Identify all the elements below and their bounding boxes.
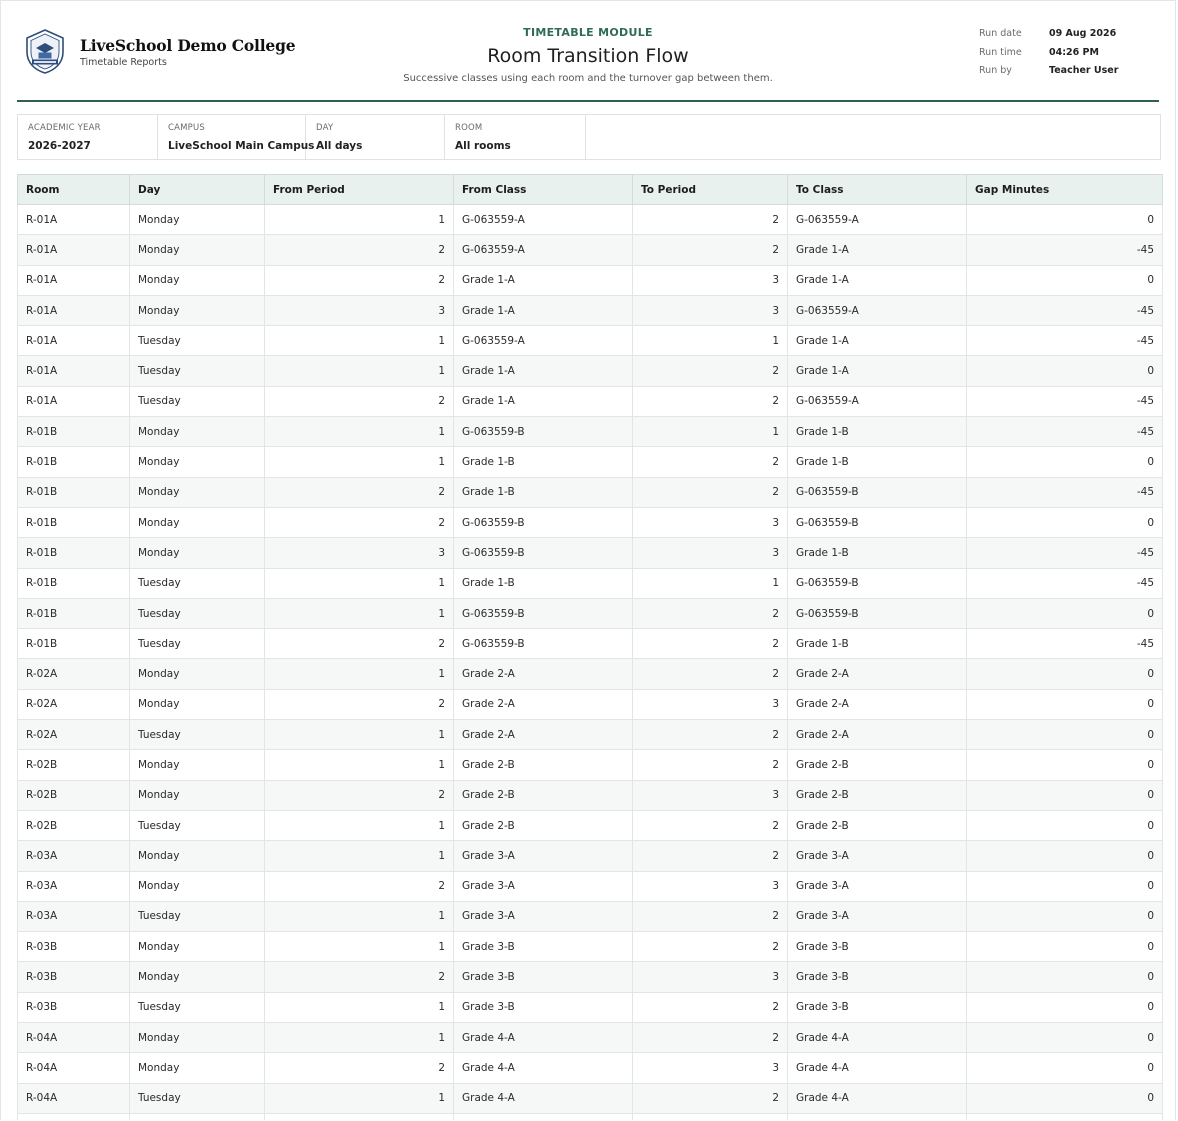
cell-to-period: 3 [633,871,788,901]
cell-to-class: Grade 3-B [788,992,967,1022]
table-row [18,901,1163,931]
cell-room: R-02A [18,689,130,719]
cell-to-class: G-063559-A [788,295,967,325]
cell-day: Monday [130,447,265,477]
cell-from-class: Grade 2-A [454,689,633,719]
cell-from-class: G-063559-A [454,235,633,265]
cell-to-period: 2 [633,205,788,235]
cell-from-period: 1 [265,841,454,871]
cell-day: Monday [130,507,265,537]
cell-from-class: Grade 1-A [454,356,633,386]
column-header-gap-minutes[interactable]: Gap Minutes [967,175,1163,205]
cell-to-period: 2 [633,629,788,659]
cell-to-period: 2 [633,447,788,477]
table-row [18,780,1163,810]
cell-to-period: 3 [633,538,788,568]
table-row [18,417,1163,447]
cell-to-class: Grade 1-A [788,235,967,265]
page-title: Room Transition Flow [487,45,689,67]
table-row [18,447,1163,477]
cell-from-period: 2 [265,871,454,901]
cell-gap-minutes: -45 [967,295,1163,325]
cell-to-class: G-063559-B [788,507,967,537]
cell-to-class: G-063559-B [788,568,967,598]
cell-from-period: 1 [265,598,454,628]
cell-day: Tuesday [130,720,265,750]
cell-day: Tuesday [130,568,265,598]
cell-to-period: 2 [633,720,788,750]
cell-to-period: 2 [633,841,788,871]
cell-to-period: 2 [633,901,788,931]
org-name: LiveSchool Demo College [80,36,296,55]
cell-to-class: Grade 2-A [788,659,967,689]
cell-from-class: Grade 3-A [454,871,633,901]
cell-room [18,1113,130,1120]
cell-gap-minutes: -45 [967,235,1163,265]
cell-room: R-02A [18,659,130,689]
cell-to-class: Grade 1-B [788,417,967,447]
cell-room: R-01A [18,386,130,416]
column-header-to-class[interactable]: To Class [788,175,967,205]
cell-gap-minutes: 0 [967,992,1163,1022]
cell-gap-minutes [967,1113,1163,1120]
cell-day: Monday [130,780,265,810]
table-row [18,235,1163,265]
cell-from-period: 1 [265,932,454,962]
cell-room: R-01A [18,235,130,265]
cell-to-period: 3 [633,689,788,719]
cell-day: Tuesday [130,598,265,628]
cell-to-period: 2 [633,386,788,416]
cell-room: R-03B [18,932,130,962]
table-row [18,568,1163,598]
cell-from-period: 3 [265,295,454,325]
table-row [18,356,1163,386]
cell-gap-minutes: -45 [967,477,1163,507]
cell-gap-minutes: 0 [967,1053,1163,1083]
cell-room: R-02B [18,810,130,840]
column-header-room[interactable]: Room [18,175,130,205]
cell-day: Monday [130,871,265,901]
cell-to-class: Grade 1-B [788,538,967,568]
cell-gap-minutes: 0 [967,901,1163,931]
table-row [18,538,1163,568]
table-row [18,629,1163,659]
cell-room: R-02B [18,780,130,810]
cell-to-class: G-063559-A [788,386,967,416]
cell-day: Monday [130,1053,265,1083]
filter-campus [158,115,315,159]
cell-room: R-04A [18,1023,130,1053]
cell-to-period: 3 [633,780,788,810]
cell-to-class: Grade 4-A [788,1053,967,1083]
cell-from-class: Grade 1-A [454,386,633,416]
page-description: Successive classes using each room and the turnover gap between them. [403,73,773,84]
cell-from-class: G-063559-B [454,507,633,537]
cell-room: R-04A [18,1083,130,1113]
filter-label: ACADEMIC YEAR [28,123,101,133]
run-date-value: 09 Aug 2026 [1049,28,1117,39]
table-row [18,265,1163,295]
cell-to-class: G-063559-B [788,598,967,628]
table-row [18,1023,1163,1053]
cell-day: Monday [130,750,265,780]
table-row [18,962,1163,992]
table-row [18,750,1163,780]
cell-to-class: Grade 1-A [788,326,967,356]
cell-from-period: 1 [265,326,454,356]
cell-to-class: Grade 3-A [788,871,967,901]
cell-day: Tuesday [130,326,265,356]
cell-to-period: 2 [633,1083,788,1113]
filter-label: ROOM [455,123,483,133]
cell-from-class: Grade 3-A [454,901,633,931]
table-row [18,932,1163,962]
cell-day: Tuesday [130,992,265,1022]
cell-to-class: Grade 4-A [788,1083,967,1113]
cell-day: Tuesday [130,386,265,416]
cell-day: Monday [130,205,265,235]
filter-value: LiveSchool Main Campus [168,140,315,152]
cell-to-period: 3 [633,507,788,537]
table-row [18,1053,1163,1083]
cell-from-period: 1 [265,417,454,447]
cell-from-period: 2 [265,780,454,810]
table-row [18,386,1163,416]
cell-to-class: Grade 4-A [788,1023,967,1053]
cell-to-class: Grade 3-B [788,962,967,992]
cell-from-class: Grade 1-B [454,477,633,507]
cell-from-period: 1 [265,720,454,750]
cell-to-class [788,1113,967,1120]
filter-room [445,115,586,159]
cell-room: R-01B [18,417,130,447]
cell-to-period [633,1113,788,1120]
cell-room: R-01B [18,477,130,507]
cell-day: Tuesday [130,356,265,386]
cell-room: R-01B [18,598,130,628]
cell-day [130,1113,265,1120]
cell-day: Monday [130,295,265,325]
cell-gap-minutes: -45 [967,386,1163,416]
table-row [18,871,1163,901]
column-header-to-period[interactable]: To Period [633,175,788,205]
table-row [18,1083,1163,1113]
cell-to-class: Grade 3-A [788,901,967,931]
cell-to-period: 2 [633,659,788,689]
table-row [18,326,1163,356]
cell-from-period: 2 [265,235,454,265]
cell-gap-minutes: 0 [967,1023,1163,1053]
table-row [18,689,1163,719]
table-row [18,477,1163,507]
cell-to-period: 2 [633,356,788,386]
cell-to-period: 2 [633,1023,788,1053]
cell-room: R-01B [18,507,130,537]
cell-to-class: Grade 2-B [788,810,967,840]
cell-day: Monday [130,1023,265,1053]
cell-to-class: Grade 1-A [788,356,967,386]
cell-day: Monday [130,477,265,507]
cell-room: R-03A [18,841,130,871]
cell-from-period: 1 [265,1083,454,1113]
cell-gap-minutes: 0 [967,841,1163,871]
cell-from-period: 1 [265,810,454,840]
cell-from-class: Grade 4-A [454,1083,633,1113]
cell-room: R-04A [18,1053,130,1083]
cell-to-period: 3 [633,295,788,325]
cell-to-period: 2 [633,810,788,840]
cell-room: R-01A [18,356,130,386]
cell-day: Monday [130,841,265,871]
cell-gap-minutes: 0 [967,750,1163,780]
cell-from-class: Grade 3-B [454,932,633,962]
cell-to-class: Grade 2-A [788,720,967,750]
cell-to-period: 1 [633,568,788,598]
cell-to-period: 2 [633,235,788,265]
cell-room: R-01A [18,205,130,235]
cell-to-class: Grade 3-A [788,841,967,871]
cell-from-period [265,1113,454,1120]
cell-room: R-03B [18,992,130,1022]
cell-gap-minutes: -45 [967,417,1163,447]
table-row [18,992,1163,1022]
cell-from-class: Grade 2-B [454,780,633,810]
cell-gap-minutes: 0 [967,205,1163,235]
filter-label: CAMPUS [168,123,206,133]
cell-to-period: 3 [633,265,788,295]
cell-day: Monday [130,689,265,719]
cell-from-period: 1 [265,1023,454,1053]
cell-to-period: 2 [633,598,788,628]
cell-gap-minutes: 0 [967,507,1163,537]
cell-to-period: 3 [633,962,788,992]
cell-from-period: 1 [265,901,454,931]
cell-from-class: Grade 4-A [454,1053,633,1083]
cell-from-period: 2 [265,629,454,659]
cell-to-class: Grade 2-A [788,689,967,719]
cell-day: Monday [130,417,265,447]
table-body [18,205,1163,1121]
cell-from-class: Grade 3-B [454,992,633,1022]
cell-room: R-01B [18,538,130,568]
cell-day: Monday [130,265,265,295]
cell-from-period: 1 [265,205,454,235]
cell-gap-minutes: 0 [967,447,1163,477]
cell-from-period: 2 [265,507,454,537]
cell-day: Monday [130,659,265,689]
room-transition-table [17,174,1163,1120]
run-by-value: Teacher User [1049,65,1119,76]
filter-academic-year [18,115,158,159]
report-header [17,1,1159,102]
module-label: TIMETABLE MODULE [523,26,653,39]
cell-gap-minutes: -45 [967,326,1163,356]
cell-gap-minutes: 0 [967,1083,1163,1113]
cell-gap-minutes: -45 [967,568,1163,598]
filter-label: DAY [316,123,334,133]
cell-room: R-01A [18,326,130,356]
cell-to-class: Grade 2-B [788,750,967,780]
cell-from-period: 2 [265,689,454,719]
table-row [18,507,1163,537]
run-info [979,28,1176,84]
cell-room: R-03A [18,871,130,901]
cell-from-class: Grade 1-A [454,295,633,325]
cell-day: Tuesday [130,629,265,659]
cell-to-period: 2 [633,477,788,507]
cell-from-period: 1 [265,992,454,1022]
cell-gap-minutes: 0 [967,598,1163,628]
org-subtitle: Timetable Reports [80,57,167,68]
cell-from-class: Grade 2-B [454,750,633,780]
cell-to-class: Grade 3-B [788,932,967,962]
filter-value: All days [316,140,363,152]
cell-room: R-01B [18,629,130,659]
cell-from-class: Grade 2-B [454,810,633,840]
column-header-day[interactable]: Day [130,175,265,205]
cell-from-class: Grade 2-A [454,720,633,750]
cell-from-period: 2 [265,1053,454,1083]
cell-from-class: Grade 4-A [454,1023,633,1053]
cell-day: Tuesday [130,1083,265,1113]
cell-from-class [454,1113,633,1120]
run-time-value: 04:26 PM [1049,46,1099,58]
cell-from-class: Grade 2-A [454,659,633,689]
cell-to-class: Grade 1-A [788,265,967,295]
cell-to-period: 2 [633,932,788,962]
cell-from-period: 2 [265,265,454,295]
cell-gap-minutes: -45 [967,629,1163,659]
filter-day [306,115,445,159]
cell-room: R-01B [18,568,130,598]
cell-from-period: 3 [265,538,454,568]
cell-to-class: Grade 1-B [788,629,967,659]
cell-from-period: 2 [265,386,454,416]
cell-from-class: Grade 3-A [454,841,633,871]
cell-from-class: G-063559-A [454,326,633,356]
filter-value: All rooms [455,140,511,152]
run-time-label: Run time [979,46,1022,58]
cell-from-period: 1 [265,568,454,598]
table-row [18,659,1163,689]
cell-from-period: 1 [265,447,454,477]
cell-from-class: G-063559-B [454,417,633,447]
cell-gap-minutes: 0 [967,720,1163,750]
cell-to-period: 2 [633,992,788,1022]
cell-room: R-01B [18,447,130,477]
cell-gap-minutes: 0 [967,871,1163,901]
cell-from-period: 2 [265,477,454,507]
table-row [18,841,1163,871]
cell-to-period: 1 [633,326,788,356]
cell-from-period: 1 [265,750,454,780]
table-row [18,720,1163,750]
cell-room: R-03A [18,901,130,931]
cell-gap-minutes: 0 [967,810,1163,840]
filter-summary [17,114,1161,160]
table-row [18,295,1163,325]
cell-to-class: G-063559-B [788,477,967,507]
table-row [18,205,1163,235]
cell-day: Tuesday [130,901,265,931]
cell-from-period: 2 [265,962,454,992]
cell-gap-minutes: 0 [967,689,1163,719]
table-row [18,810,1163,840]
column-header-from-period[interactable]: From Period [265,175,454,205]
cell-room: R-03B [18,962,130,992]
cell-from-period: 1 [265,356,454,386]
cell-from-period: 1 [265,659,454,689]
cell-from-class: Grade 1-A [454,265,633,295]
cell-room: R-02A [18,720,130,750]
cell-from-class: Grade 1-B [454,447,633,477]
cell-day: Monday [130,932,265,962]
run-date-label: Run date [979,28,1022,39]
cell-day: Monday [130,538,265,568]
cell-room: R-02B [18,750,130,780]
cell-gap-minutes: 0 [967,932,1163,962]
table-row [18,598,1163,628]
cell-room: R-01A [18,265,130,295]
cell-gap-minutes: 0 [967,356,1163,386]
cell-from-class: G-063559-B [454,598,633,628]
cell-gap-minutes: 0 [967,962,1163,992]
cell-to-class: Grade 2-B [788,780,967,810]
cell-to-class: Grade 1-B [788,447,967,477]
cell-day: Monday [130,235,265,265]
table-row [18,1113,1163,1120]
cell-to-period: 2 [633,750,788,780]
cell-to-class: G-063559-A [788,205,967,235]
cell-from-class: G-063559-A [454,205,633,235]
cell-gap-minutes: 0 [967,265,1163,295]
cell-gap-minutes: 0 [967,780,1163,810]
cell-from-class: G-063559-B [454,629,633,659]
cell-gap-minutes: -45 [967,538,1163,568]
cell-from-class: Grade 3-B [454,962,633,992]
cell-to-period: 1 [633,417,788,447]
run-by-label: Run by [979,65,1012,76]
cell-to-period: 3 [633,1053,788,1083]
cell-from-class: G-063559-B [454,538,633,568]
table-header-row [18,175,1163,205]
cell-from-class: Grade 1-B [454,568,633,598]
cell-day: Monday [130,962,265,992]
column-header-from-class[interactable]: From Class [454,175,633,205]
cell-room: R-01A [18,295,130,325]
filter-value: 2026-2027 [28,140,91,152]
cell-day: Tuesday [130,810,265,840]
cell-gap-minutes: 0 [967,659,1163,689]
